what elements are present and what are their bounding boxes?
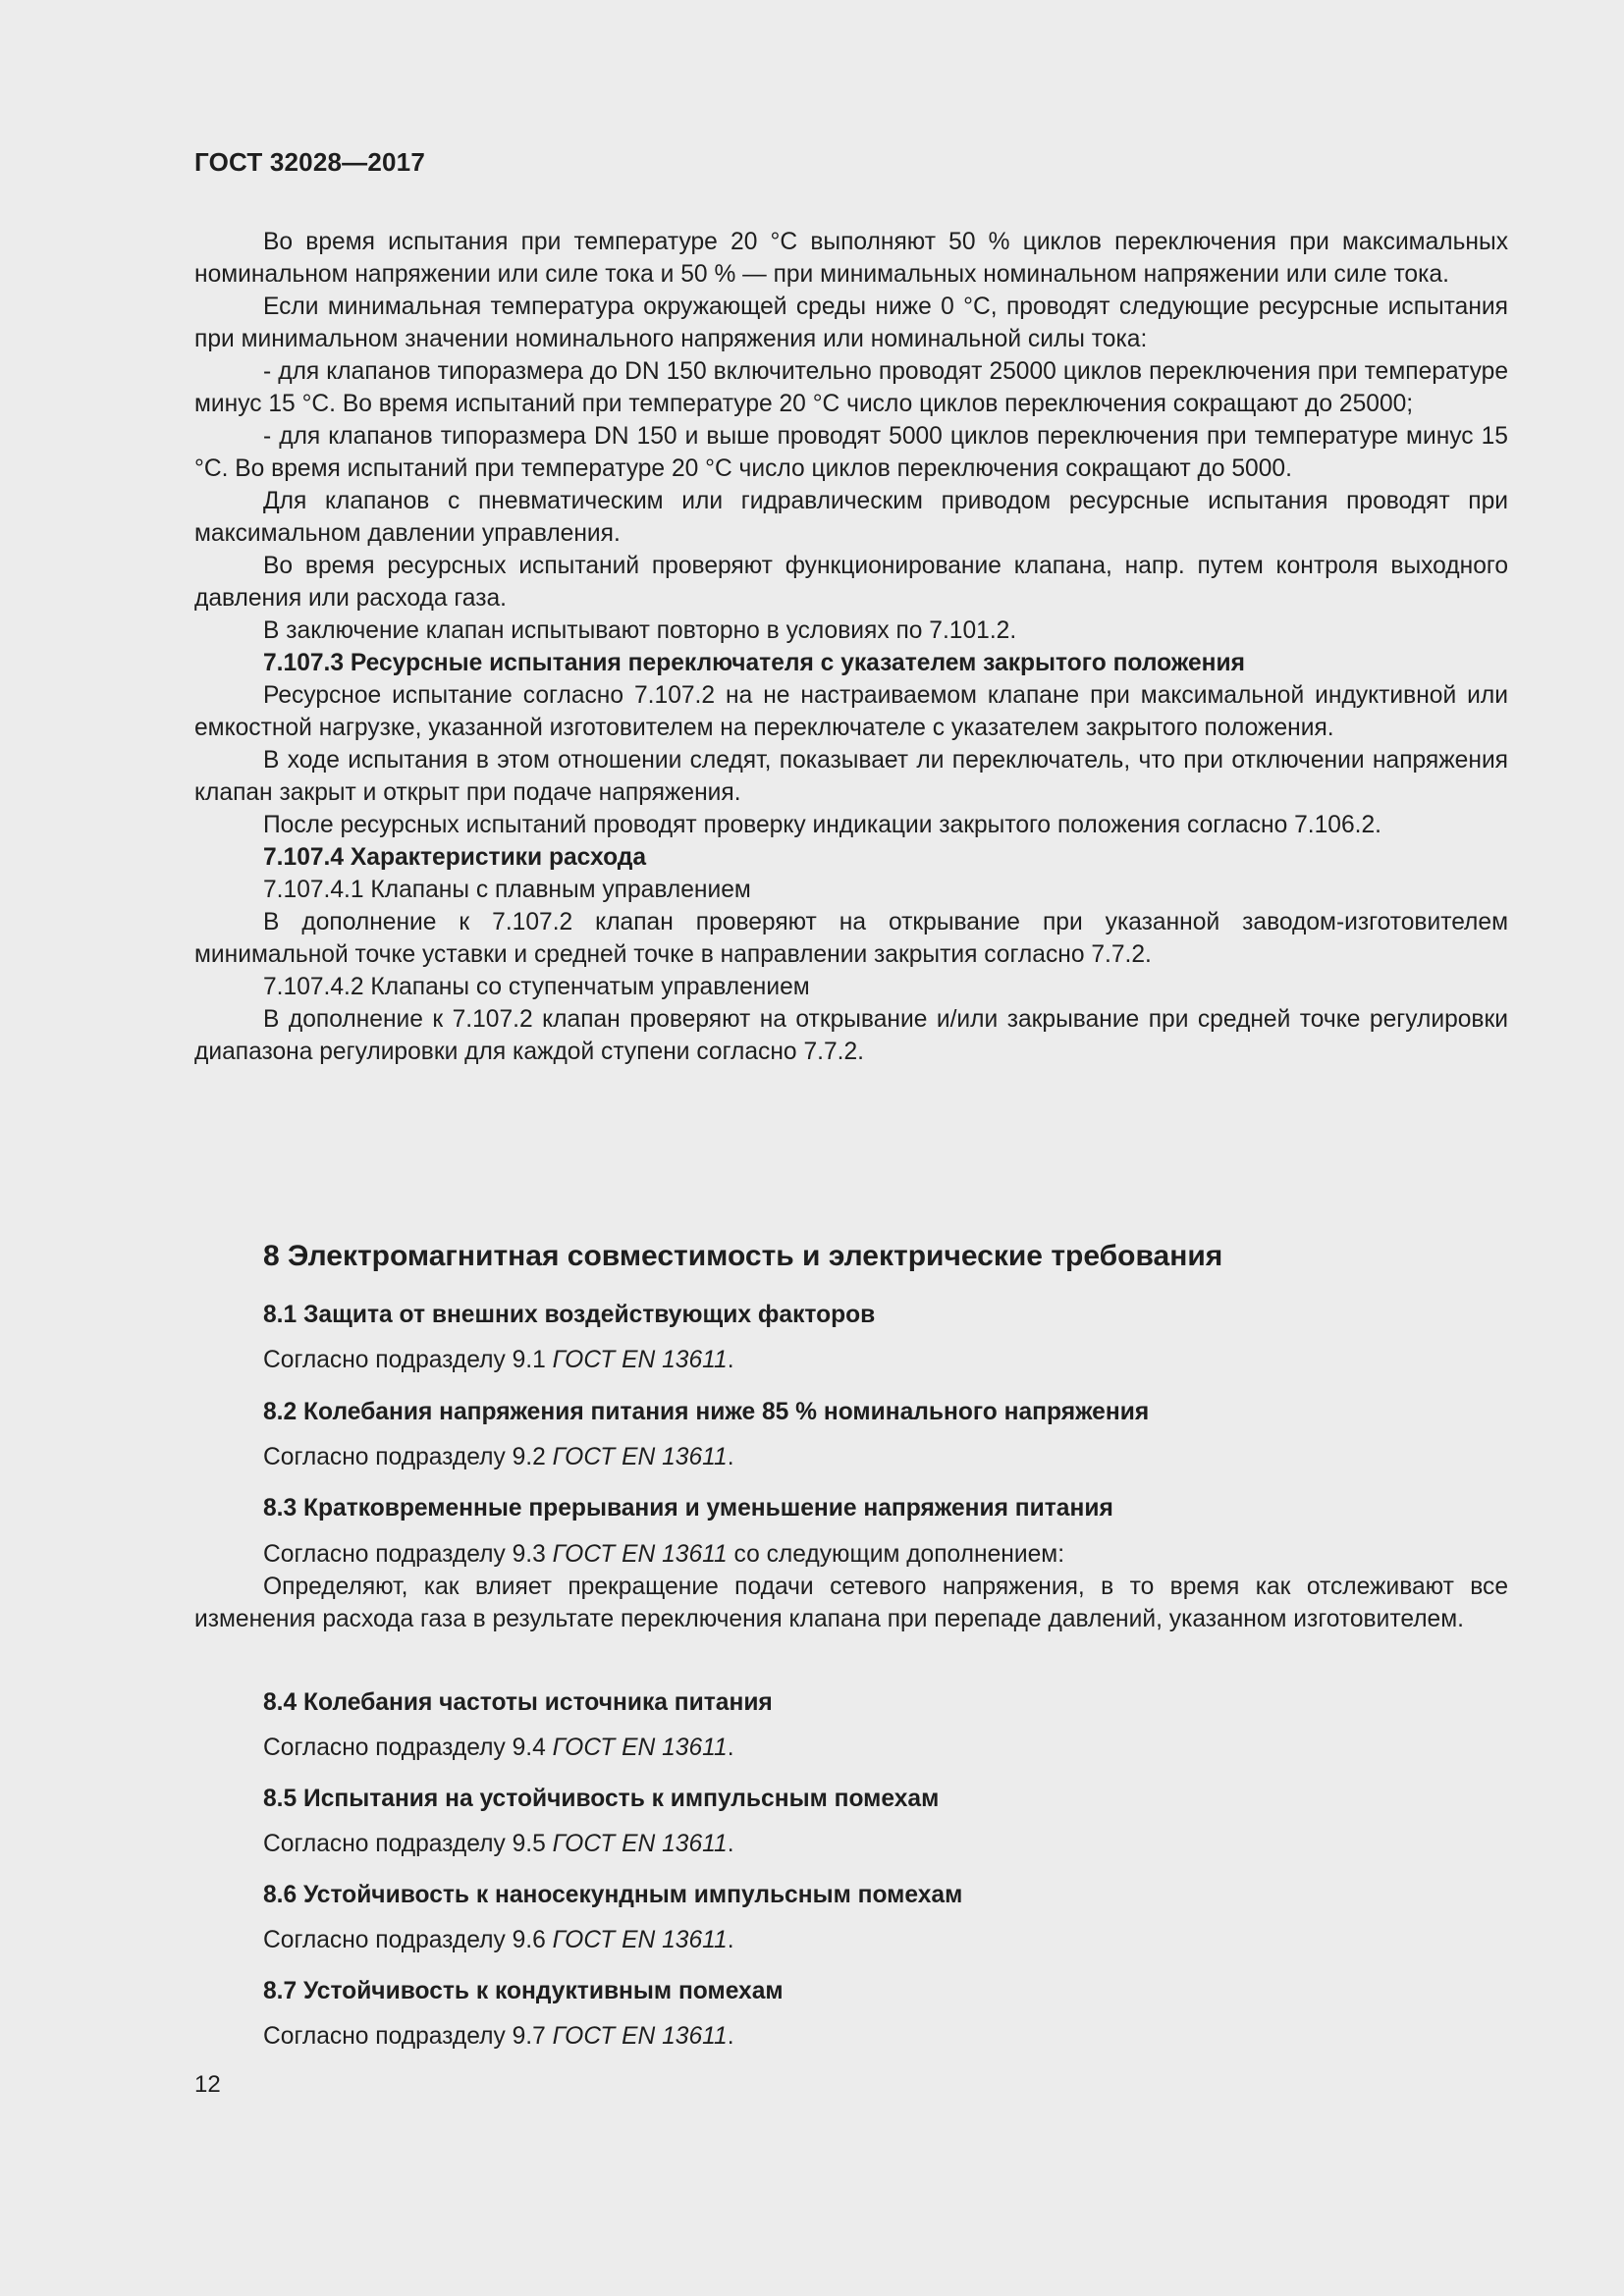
reference-8-3: Согласно подразделу 9.3 ГОСТ EN 13611 со следующим дополнением: xyxy=(263,1541,1065,1568)
subsection-heading-8-2: 8.2 Колебания напряжения питания ниже 85 % номинального напряжения xyxy=(263,1399,1150,1425)
subsection-heading-7-107-3: 7.107.3 Ресурсные испытания переключателя с указателем закрытого положения xyxy=(263,650,1245,676)
standard-reference: ГОСТ EN 13611 xyxy=(552,1831,728,1857)
reference-8-4: Согласно подразделу 9.4 ГОСТ EN 13611. xyxy=(263,1735,734,1761)
paragraph: После ресурсных испытаний проводят проверку индикации закрытого положения согласно 7.106.2. xyxy=(263,812,1382,838)
standard-reference: ГОСТ EN 13611 xyxy=(552,1444,728,1470)
subsection-heading-8-4: 8.4 Колебания частоты источника питания xyxy=(263,1689,773,1716)
subsection-heading-8-7: 8.7 Устойчивость к кондуктивным помехам xyxy=(263,1978,784,2004)
standard-reference: ГОСТ EN 13611 xyxy=(552,1347,728,1373)
paragraph: Во время испытания при температуре 20 °С выполняют 50 % циклов переключения при максимальных номинальном напряжении или силе тока и 50 % — при минимальных номинальном напряжении или силе тока. xyxy=(194,229,1508,288)
paragraph: Для клапанов с пневматическим или гидравлическим приводом ресурсные испытания проводят при максимальном давлении управления. xyxy=(194,488,1508,547)
standard-reference: ГОСТ EN 13611 xyxy=(552,2023,728,2050)
page-number: 12 xyxy=(194,2071,221,2098)
subsection-heading-8-6: 8.6 Устойчивость к наносекундным импульсным помехам xyxy=(263,1882,963,1908)
paragraph: В дополнение к 7.107.2 клапан проверяют на открывание при указанной заводом-изготовителем минимальной точке уставки и средней точке в направлении закрытия согласно 7.7.2. xyxy=(194,909,1508,968)
reference-8-7: Согласно подразделу 9.7 ГОСТ EN 13611. xyxy=(263,2023,734,2050)
paragraph: Во время ресурсных испытаний проверяют функционирование клапана, напр. путем контроля выходного давления или расхода газа. xyxy=(194,553,1508,612)
standard-reference: ГОСТ EN 13611 xyxy=(552,1735,728,1761)
clause-heading-7-107-4-1: 7.107.4.1 Клапаны с плавным управлением xyxy=(263,877,751,903)
section-8-title: 8 Электромагнитная совместимость и электрические требования xyxy=(263,1240,1223,1272)
standard-reference: ГОСТ EN 13611 xyxy=(552,1541,728,1568)
reference-8-1: Согласно подразделу 9.1 ГОСТ EN 13611. xyxy=(263,1347,734,1373)
document-header: ГОСТ 32028—2017 xyxy=(194,147,425,177)
standard-reference: ГОСТ EN 13611 xyxy=(552,1927,728,1953)
reference-8-5: Согласно подразделу 9.5 ГОСТ EN 13611. xyxy=(263,1831,734,1857)
subsection-heading-8-1: 8.1 Защита от внешних воздействующих факторов xyxy=(263,1302,876,1328)
paragraph: В дополнение к 7.107.2 клапан проверяют на открывание и/или закрывание при средней точке регулировки диапазона регулировки для каждой ступени согласно 7.7.2. xyxy=(194,1006,1508,1065)
section-8-3-body xyxy=(194,1538,1508,1635)
list-item: - для клапанов типоразмера до DN 150 включительно проводят 25000 циклов переключения при температуре минус 15 °С. Во время испытаний при температуре 20 °С число циклов переключения сокращают до 25000; xyxy=(194,358,1508,417)
paragraph: Определяют, как влияет прекращение подачи сетевого напряжения, в то время как отслеживают все изменения расхода газа в результате переключения клапана при перепаде давлений, указанном изготовителем. xyxy=(194,1574,1508,1632)
reference-8-6: Согласно подразделу 9.6 ГОСТ EN 13611. xyxy=(263,1927,734,1953)
paragraph: Ресурсное испытание согласно 7.107.2 на не настраиваемом клапане при максимальной индуктивной или емкостной нагрузке, указанной изготовителем на переключателе с указателем закрытого положения. xyxy=(194,682,1508,741)
subsection-heading-7-107-4: 7.107.4 Характеристики расхода xyxy=(263,844,647,871)
list-item: - для клапанов типоразмера DN 150 и выше проводят 5000 циклов переключения при температуре минус 15 °С. Во время испытаний при температуре 20 °С число циклов переключения сокращают до 5000. xyxy=(194,423,1508,482)
section-7-body xyxy=(194,226,1508,1068)
subsection-heading-8-5: 8.5 Испытания на устойчивость к импульсным помехам xyxy=(263,1786,940,1812)
subsection-heading-8-3: 8.3 Кратковременные прерывания и уменьшение напряжения питания xyxy=(263,1495,1113,1522)
clause-heading-7-107-4-2: 7.107.4.2 Клапаны со ступенчатым управлением xyxy=(263,974,810,1000)
paragraph: В заключение клапан испытывают повторно в условиях по 7.101.2. xyxy=(263,617,1017,644)
paragraph: В ходе испытания в этом отношении следят, показывает ли переключатель, что при отключении напряжения клапан закрыт и открыт при подаче напряжения. xyxy=(194,747,1508,806)
paragraph: Если минимальная температура окружающей среды ниже 0 °С, проводят следующие ресурсные испытания при минимальном значении номинального напряжения или номинальной силы тока: xyxy=(194,294,1508,352)
reference-8-2: Согласно подразделу 9.2 ГОСТ EN 13611. xyxy=(263,1444,734,1470)
